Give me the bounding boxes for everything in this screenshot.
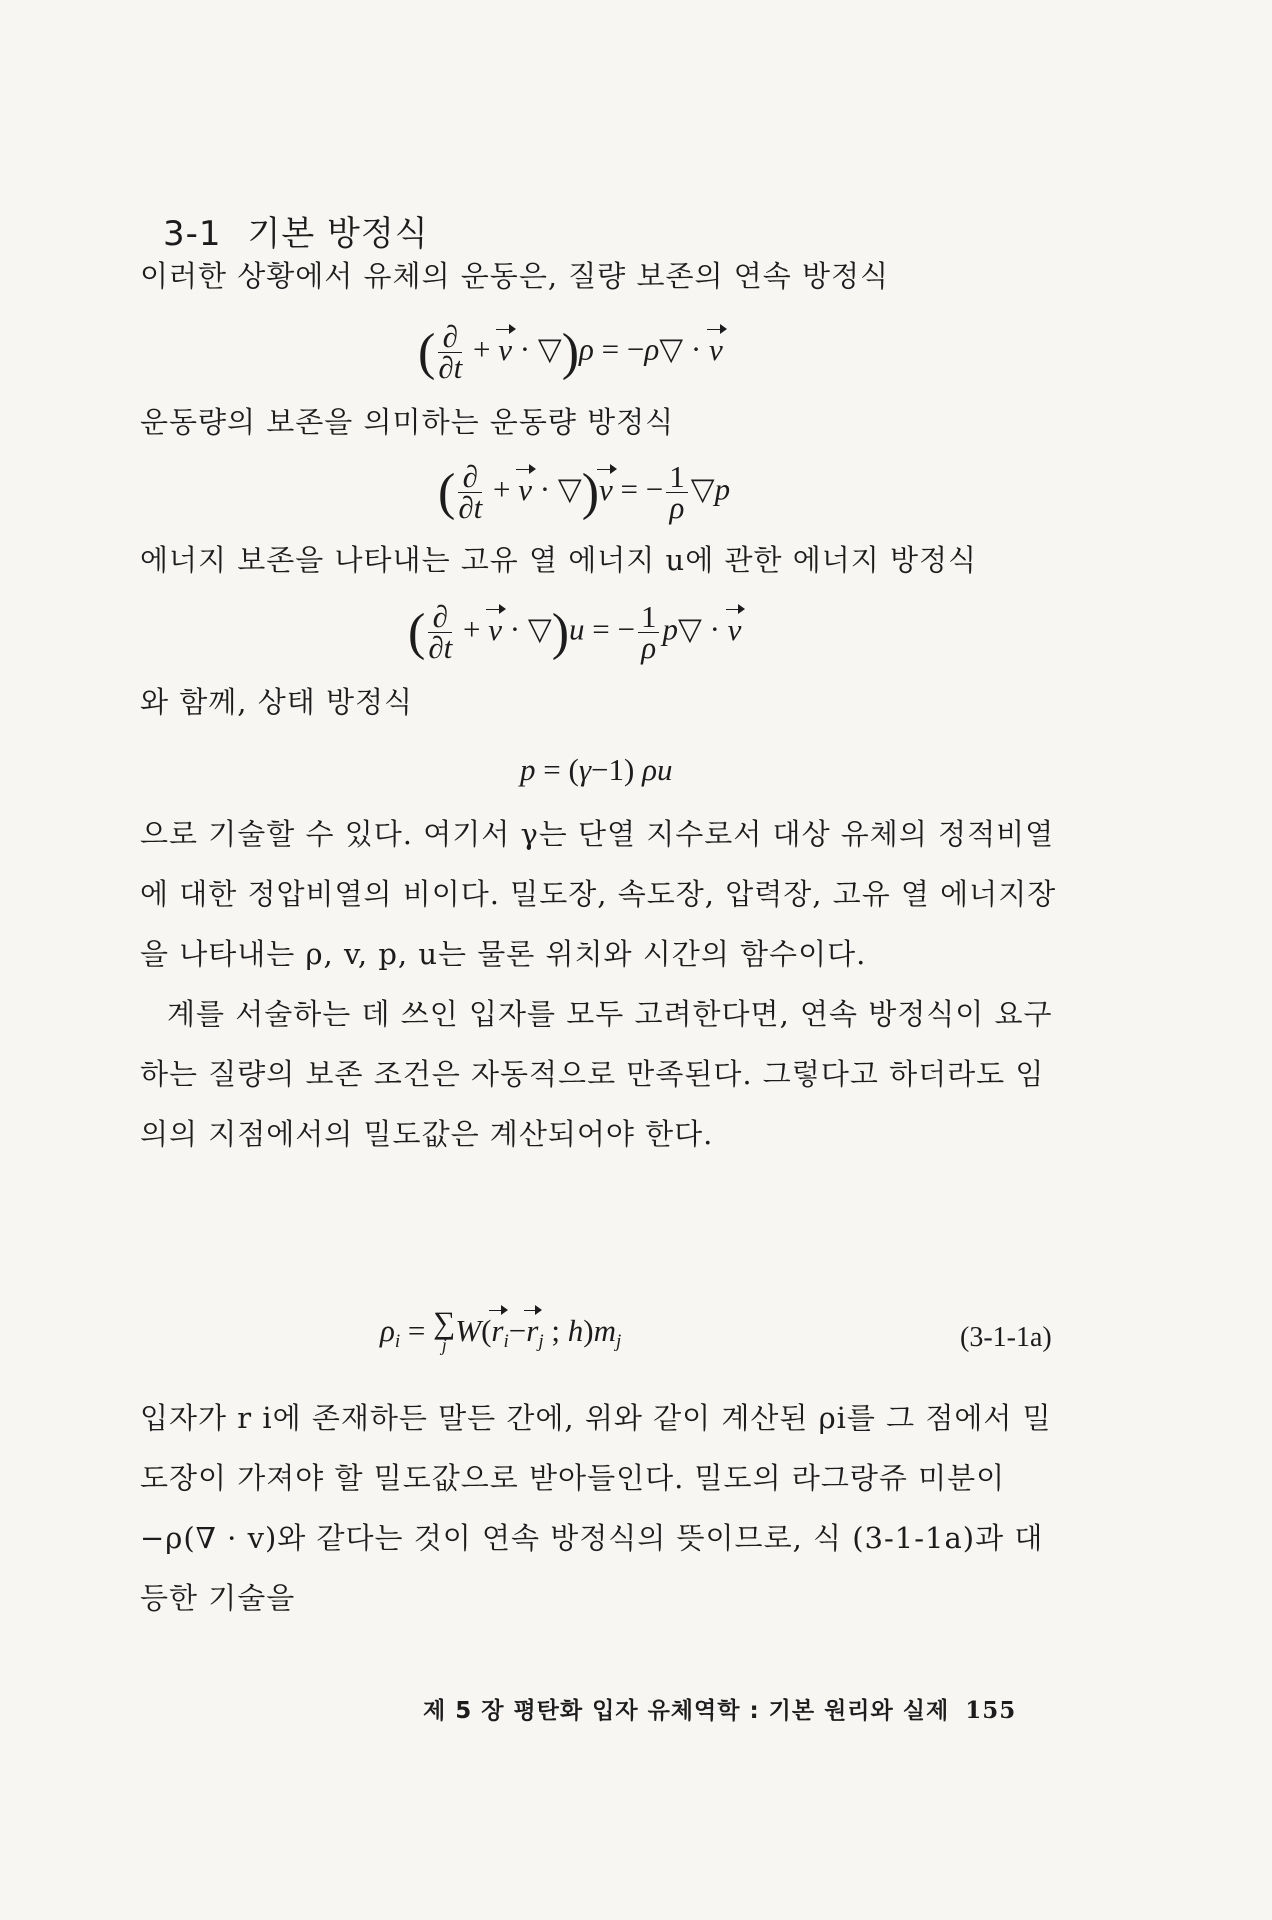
section-number: 3-1 (163, 214, 222, 254)
page-footer (423, 1692, 1016, 1725)
continuity-equation: ( $\frac{\partial}{\partial t}$ + v · ▽)ρ = −ρ▽ · v (418, 319, 723, 385)
page-number: 155 (965, 1697, 1017, 1724)
paragraph-density-interpretation: 입자가 r i에 존재하든 말든 간에, 위와 같이 계산된 ρi를 그 점에서 밀도장이 가져야 할 밀도값으로 받아들인다. 밀도의 라그랑쥬 미분이 −ρ(∇ · v)와 같다는 것이 연속 방정식의 뜻이므로, 식 (3-1-1a)과 대등한 기술을 (140, 1401, 1052, 1615)
paragraph-momentum-intro: 운동량의 보존을 의미하는 운동량 방정식 (140, 405, 675, 439)
section-title: 기본 방정식 (247, 214, 429, 254)
paragraph-energy-intro: 에너지 보존을 나타내는 고유 열 에너지 u에 관한 에너지 방정식 (140, 543, 977, 577)
density-equation: $\rho_i$ = ∑ j $W(r_i-r_j$ ; $h)m_j$ (380, 1305, 622, 1355)
paragraph-particles: 계를 서술하는 데 쓰인 입자를 모두 고려한다면, 연속 방정식이 요구하는 질량의 보존 조건은 자동적으로 만족된다. 그렇다고 하더라도 임의의 지점에서의 밀도값은 계산되어야 한다. (140, 997, 1053, 1151)
equation-number: (3-1-1a) (960, 1322, 1052, 1353)
paragraph-state-intro: 와 함께, 상태 방정식 (140, 685, 413, 719)
running-title: 제 5 장 평탄화 입자 유체역학 : 기본 원리와 실제 (423, 1698, 950, 1724)
paragraph-continuity-intro: 이러한 상황에서 유체의 운동은, 질량 보존의 연속 방정식 (140, 259, 890, 293)
state-equation: p = (γ−1) ρu (520, 752, 673, 787)
momentum-equation: ( $\frac{\partial}{\partial t}$ + v · ▽)v = − $\frac{1}{\rho}$ ▽p (438, 459, 731, 525)
paragraph-variables: 으로 기술할 수 있다. 여기서 γ는 단열 지수로서 대상 유체의 정적비열에 대한 정압비열의 비이다. 밀도장, 속도장, 압력장, 고유 열 에너지장을 나타내는 ρ, v, p, u는 물론 위치와 시간의 함수이다. (140, 817, 1057, 971)
energy-equation: ( $\frac{\partial}{\partial t}$ + v · ▽)u = − $\frac{1}{\rho}$ p▽ · v (408, 599, 742, 665)
